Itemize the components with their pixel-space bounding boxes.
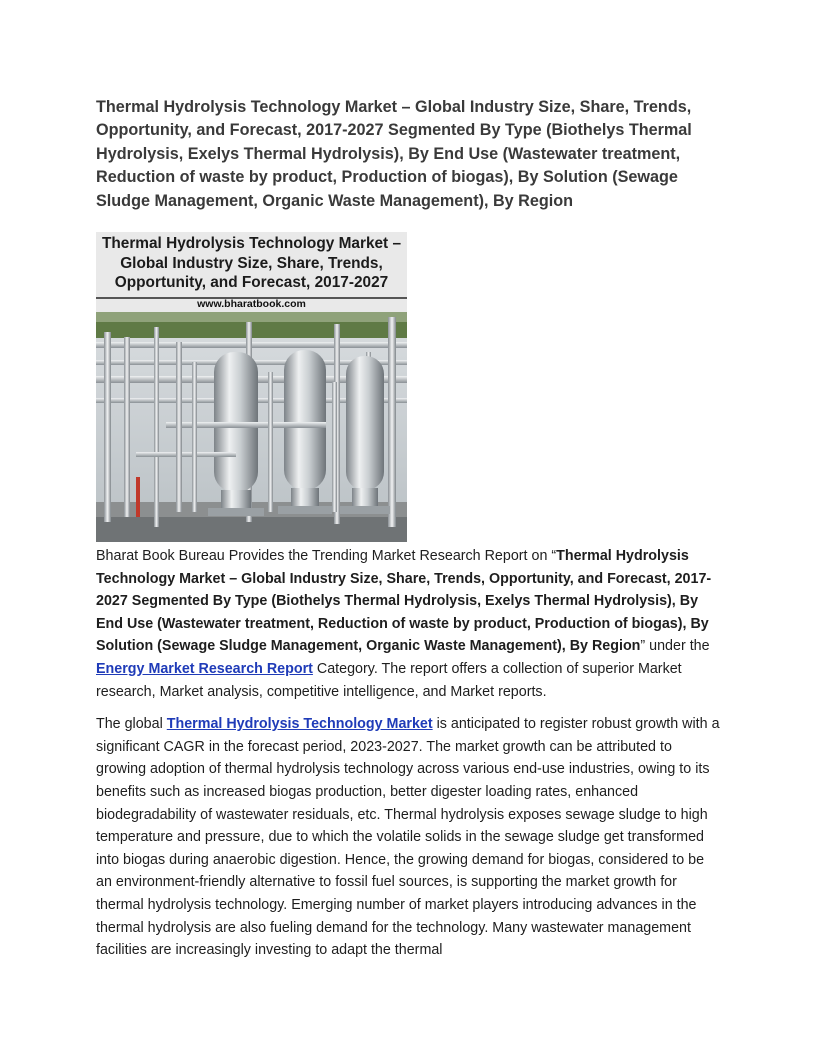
thermal-hydrolysis-plant-photo bbox=[96, 312, 407, 542]
banner-header bbox=[96, 232, 407, 312]
banner-url: www.bharatbook.com bbox=[197, 298, 306, 311]
intro-paragraph bbox=[96, 545, 720, 703]
market-paragraph-lead: The global bbox=[96, 716, 167, 733]
energy-market-research-report-link[interactable]: Energy Market Research Report bbox=[96, 661, 313, 677]
report-banner-image bbox=[96, 232, 407, 542]
document-page bbox=[96, 96, 720, 962]
intro-tail: Category. The report offers a collection of superior Market research, Market analysis, competitive intelligence, and Market reports. bbox=[96, 661, 682, 700]
banner-title: Thermal Hydrolysis Technology Market – Global Industry Size, Share, Trends, Opportunity, and Forecast, 2017-2027 bbox=[101, 235, 402, 292]
intro-mid: ” under the bbox=[640, 638, 710, 655]
market-paragraph bbox=[96, 713, 720, 962]
thermal-hydrolysis-market-link[interactable]: Thermal Hydrolysis Technology Market bbox=[166, 716, 433, 733]
intro-report-title: Thermal Hydrolysis Technology Market – Global Industry Size, Share, Trends, Opportunity, and Forecast, 2017-2027 Segmented By Type (Biothelys Thermal Hydrolysis, Exelys Thermal Hydrolysis), By End Use (Wastewater treatment, Reduction of waste by product, Production of biogas), By Solution (Sewage Sludge Management, Organic Waste Management), By Region bbox=[96, 548, 712, 655]
intro-lead: Bharat Book Bureau Provides the Trending Market Research Report on “ bbox=[96, 548, 557, 565]
document-title: Thermal Hydrolysis Technology Market – Global Industry Size, Share, Trends, Opportunity, and Forecast, 2017-2027 Segmented By Type (Biothelys Thermal Hydrolysis, Exelys Thermal Hydrolysis), By End Use (Wastewater treatment, Reduction of waste by product, Production of biogas), By Solution (Sewage Sludge Management, Organic Waste Management), By Region bbox=[96, 98, 692, 210]
market-paragraph-body: is anticipated to register robust growth with a significant CAGR in the forecast period, 2023-2027. The market growth can be attributed to growing adoption of thermal hydrolysis technology across various end-use industries, owing to its benefits such as increased biogas production, better digester loading rates, enhanced biodegradability of wastewater residuals, etc. Thermal hydrolysis exposes sewage sludge to high temperature and pressure, due to which the volatile solids in the sewage sludge get transformed into biogas during anaerobic digestion. Hence, the growing demand for biogas, considered to be an environment-friendly alternative to fossil fuel sources, is supporting the market growth for thermal hydrolysis technology. Emerging number of market players introducing advances in the thermal hydrolysis are also fueling demand for the technology. Many wastewater management facilities are increasingly investing to adapt the thermal bbox=[96, 716, 720, 959]
